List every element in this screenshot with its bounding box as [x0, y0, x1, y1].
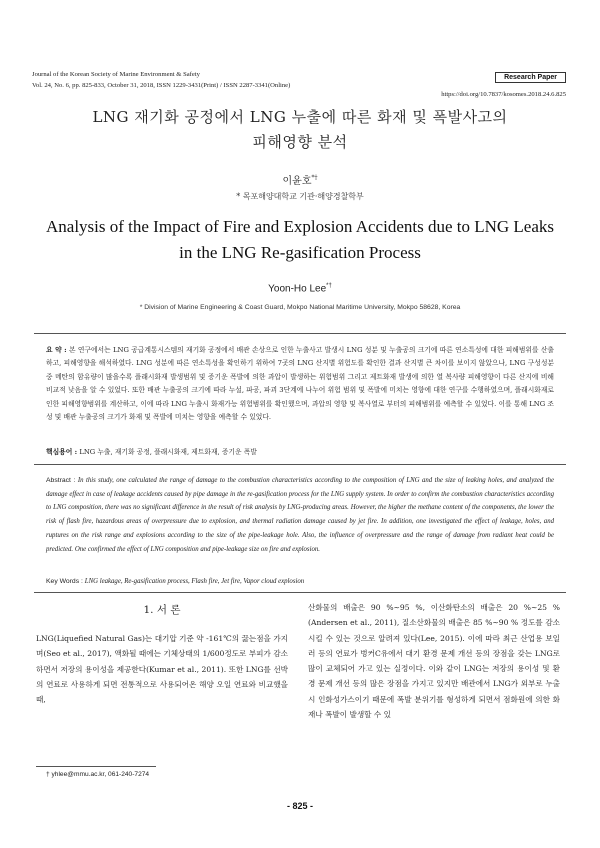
keywords-label: Key Words :	[46, 578, 83, 585]
volume-line: Vol. 24, No. 6, pp. 825-833, October 31, 2018, ISSN 1229-3431(Print) / ISSN 2287-3341(Online)	[32, 81, 291, 89]
footnote-rule	[36, 766, 156, 767]
journal-name: Journal of the Korean Society of Marine Environment & Safety	[32, 71, 200, 78]
english-title-line1: Analysis of the Impact of Fire and Explosion Accidents due to LNG Leaks	[46, 217, 554, 236]
korean-title-line1: LNG 재기화 공정에서 LNG 누출에 따른 화재 및 폭발사고의	[92, 108, 508, 126]
divider-bottom	[34, 592, 566, 593]
body-right-column: 산화물의 배출은 90 %∼95 %, 이산화탄소의 배출은 20 %∼25 %(Andersen et al., 2011), 질소산화물의 배출은 85 %∼90 % 정도를 감소시킬 수 있는 것으로 알려져 있다(Lee, 2015). 이에 따라 최근 산업용 보일러 등의 연료가 벙커C유에서 대기 환경 문제 개선 등의 장점을 갖는 LNG로 많이 교체되어 가고 있는 실정이다. 이와 같이 LNG는 저장의 용이성 및 환경 문제 개선 등의 많은 장점을 가지고 있지만 배관에서 LNG가 외부로 누출시 인화성가스이기 때문에 폭발 분위기를 형성하게 되면서 점화원에 의한 화재나 폭발이 발생할 수 있	[308, 603, 560, 720]
korean-abstract	[46, 344, 554, 424]
english-abstract	[46, 474, 554, 556]
english-affiliation: * Division of Marine Engineering & Coast Guard, Mokpo National Maritime University, Mokpo 58628, Korea	[139, 304, 461, 311]
divider-top	[34, 333, 566, 334]
korean-author-mark: *†	[311, 174, 318, 182]
english-title-line2: in the LNG Re-gasification Process	[179, 243, 421, 262]
korean-abstract-text: 본 연구에서는 LNG 공급계통시스템의 재기화 공정에서 배관 손상으로 인한 누출사고 발생시 LNG 성분 및 누출공의 크기에 따른 연소특성에 대한 피해범위를 산출하고, 피해영향을 해석하였다. LNG 성분에 따른 연소특성을 확인하기 위하여 7곳의 LNG 산지별 위험도를 확인한 결과 산지별 큰 차이를 보이지 않았으나, LNG 구성성분 중 메탄의 함유량이 많을수록 플래시화재 발생범위 및 증기운 폭발에 의한 과압이 발생하는 위험범위 그리고 제트화재 발생에 의한 열 복사량 피해영향이 다른 산지에 비해 비교적 낮음을 알 수 있었다. 또한 배관 누출공의 크기에 따라 누설, 파공, 파괴 3단계에 나누어 위험 범위 및 폭발에 미치는 영향에 대한 연구를 수행하였으며, 플래시화재로 인한 피해영향범위를 계산하고, 이에 따라 LNG 누출시 화재가능 위험범위를 확인했으며, 과압의 영향 및 복사열로 부터의 피해범위를 예측할 수 있었다. 이를 통해 LNG 조성 및 배관 누출공의 크기가 화재 및 폭발에 미치는 영향을 예측할 수 있었다.	[46, 346, 554, 422]
journal-header	[32, 70, 290, 91]
section-heading-introduction: 1. 서 론	[143, 604, 181, 616]
divider-middle	[34, 464, 566, 465]
doi-link[interactable]: https://doi.org/10.7837/kosomes.2018.24.6.825	[441, 91, 566, 98]
english-author-name: Yoon-Ho Lee	[268, 283, 327, 295]
english-author	[0, 283, 600, 294]
korean-author-name: 이윤호	[282, 176, 312, 187]
korean-affiliation: * 목포해양대학교 기관·해양경찰학부	[236, 192, 364, 201]
page-number: - 825 -	[286, 801, 313, 811]
korean-keywords-text: LNG 누출, 재기화 공정, 플래시화재, 제트화재, 증기운 폭발	[79, 448, 257, 456]
abstract-label: Abstract :	[46, 477, 76, 484]
korean-abstract-label: 요 약 :	[46, 346, 67, 354]
corresponding-author-footnote: † yhlee@mmu.ac.kr, 061-240-7274	[46, 771, 150, 778]
korean-keywords	[46, 446, 554, 459]
abstract-text: In this study, one calculated the range of damage to the combustion characteristics according to the composition of LNG and the size of leaking holes, and analyzed the damage effect in case of leakage accidents caused by pipe damage in the re-gasification process for the LNG supply system. In order to confirm the combustion characteristics according to LNG composition, there was no significant difference in the result of risk analysis by LNG-producing areas. However, the higher the methane content of the components, the lower the risk of flash fire, hazardous areas of overpressure due to explosion, and thermal radiation damage caused by jet fire. In addition, one investigated the effect of leakage, holes, and ruptures on the risk range and explosions according to the size of the pipe-leakage hole. Also, the influence of overpressure and the range of damage from radiant heat could be predicted. One confirmed the effect of LNG composition and pipe-leakage size on fire and explosion.	[46, 477, 554, 553]
body-left-column: LNG(Liquefied Natural Gas)는 대기압 기준 약 -161℃의 끓는점을 가지며(Seo et al., 2017), 액화될 때에는 기체상태의 1/600정도로 부피가 감소하면서 저장의 용이성을 제공한다(Kumar et al., 2011). 또한 LNG를 선박의 연료로 사용하게 되면 전통적으로 사용되어온 해양 오일 연료와 비교했을 때,	[36, 634, 288, 705]
english-author-mark: *†	[326, 283, 332, 289]
research-paper-badge: Research Paper	[495, 72, 566, 83]
keywords-text: LNG leakage, Re-gasification process, Flash fire, Jet fire, Vapor cloud explosion	[84, 578, 305, 585]
korean-author	[0, 172, 600, 187]
korean-keywords-label: 핵심용어 :	[46, 448, 78, 456]
english-keywords	[46, 575, 554, 588]
korean-title-line2: 피해영향 분석	[252, 133, 348, 151]
